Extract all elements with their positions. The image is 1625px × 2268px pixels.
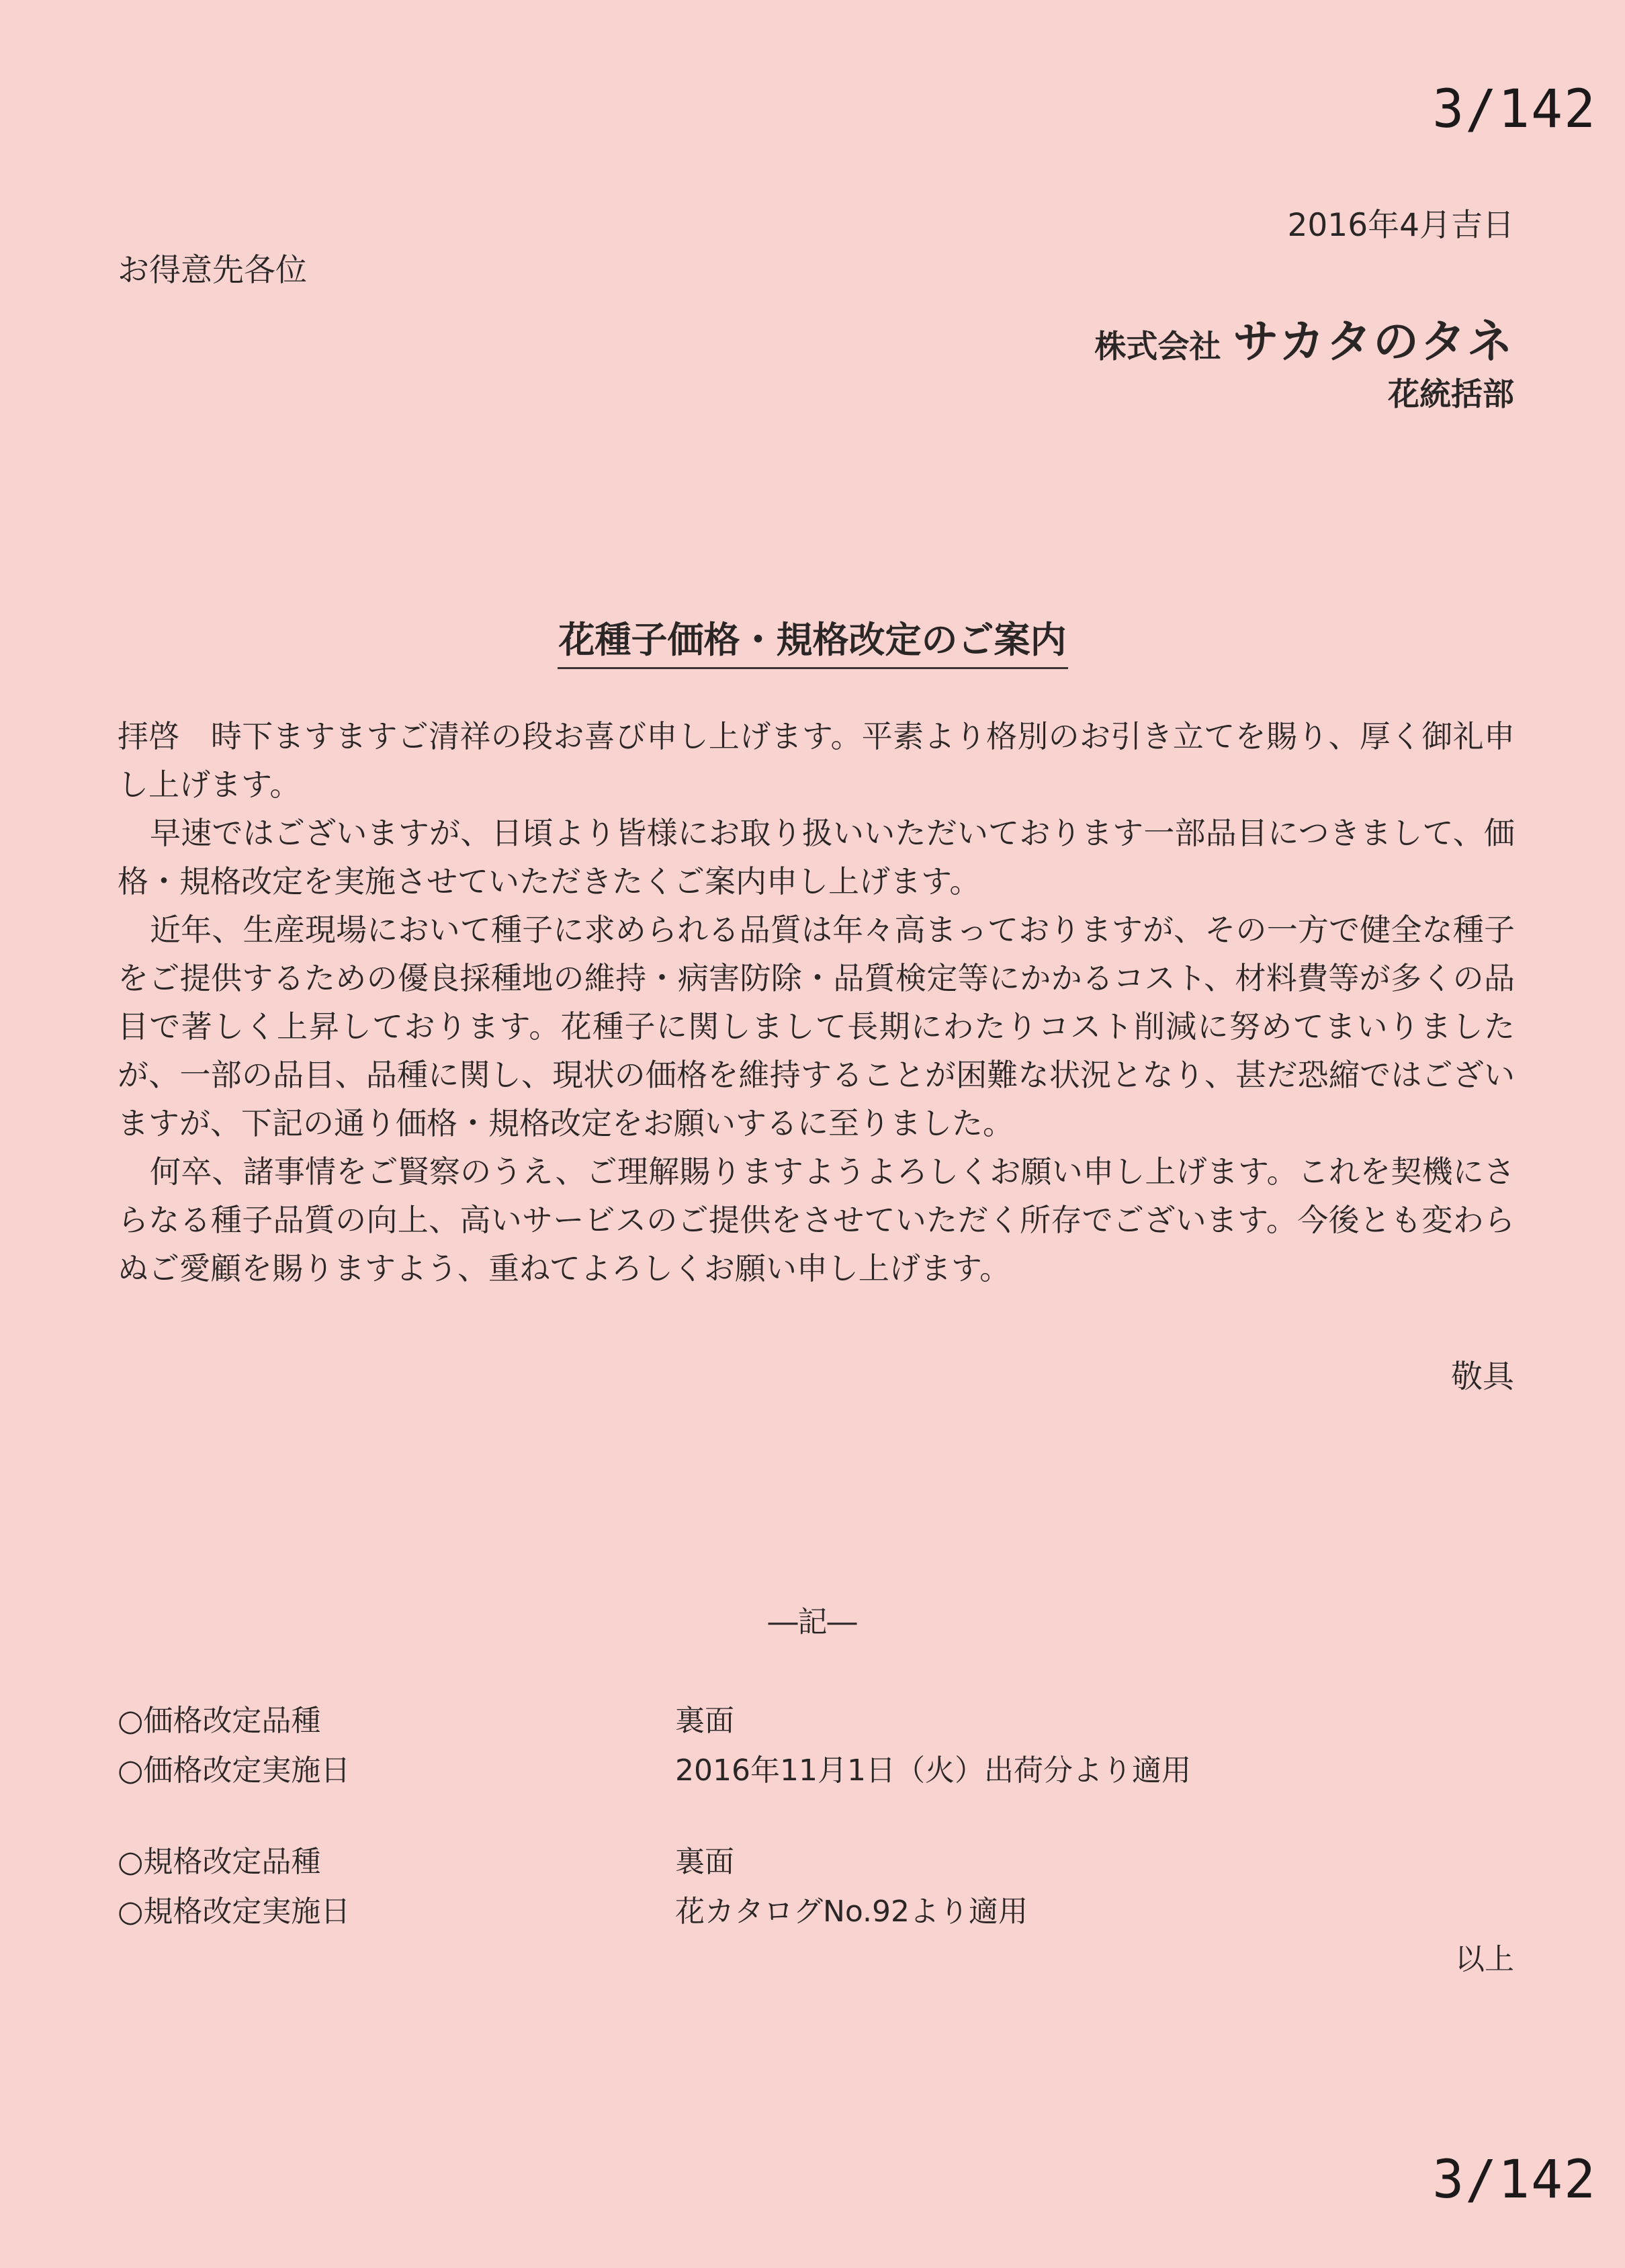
ki-heading: ―記―: [768, 1605, 857, 1639]
company-brand-logo: サカタのタネ: [1233, 316, 1514, 369]
letter-body: [118, 712, 1515, 1293]
paragraph: 近年、生産現場において種子に求められる品質は年々高まっておりますが、その一方で健全な種子をご提供するための優良採種地の維持・病害防除・品質検定等にかかるコスト、材料費等が多くの品目で著しく上昇しております。花種子に関しまして長期にわたりコスト削減に努めてまいりましたが、一部の品目、品種に関し、現状の価格を維持することが困難な状況となり、甚だ恐縮ではございますが、下記の通り価格・規格改定をお願いするに至りました。: [118, 912, 1515, 1141]
item-label: ○価格改定実施日: [118, 1753, 351, 1788]
detail-list: [118, 1693, 1394, 1933]
company-prefix: 株式会社: [1094, 329, 1221, 365]
item-label: ○規格改定品種: [118, 1845, 321, 1879]
closing-ijou: 以上: [1455, 1942, 1514, 1976]
list-item: [118, 1834, 1394, 1884]
paragraph: 早速ではございますが、日頃より皆様にお取り扱いいただいております一部品目につきまして、価格・規格改定を実施させていただきたくご案内申し上げます。: [118, 815, 1515, 900]
item-value: 花カタログNo.92より適用: [675, 1894, 1028, 1929]
item-value: 裏面: [675, 1704, 734, 1738]
paragraph: 拝啓 時下ますますご清祥の段お喜び申し上げます。平素より格別のお引き立てを賜り、厚く御礼申し上げます。: [118, 718, 1515, 803]
page-number-top: 3/142: [1432, 79, 1597, 140]
list-item: [118, 1743, 1394, 1792]
list-item: [118, 1884, 1394, 1933]
item-label: ○規格改定実施日: [118, 1894, 351, 1929]
closing-keigu: 敬具: [1451, 1358, 1514, 1395]
list-spacer: [118, 1792, 1394, 1834]
letter-title: [0, 611, 1625, 669]
item-value: 2016年11月1日（火）出荷分より適用: [675, 1753, 1191, 1788]
letter-title-text: 花種子価格・規格改定のご案内: [558, 611, 1068, 669]
list-item: [118, 1693, 1394, 1743]
sender-company: [1094, 306, 1514, 371]
item-value: 裏面: [675, 1845, 734, 1879]
item-label: ○価格改定品種: [118, 1704, 321, 1738]
sender-division: 花統括部: [1388, 376, 1514, 413]
paragraph: 何卒、諸事情をご賢察のうえ、ご理解賜りますようよろしくお願い申し上げます。これを契機にさらなる種子品質の向上、高いサービスのご提供をさせていただく所存でございます。今後とも変わらぬご愛顧を賜りますよう、重ねてよろしくお願い申し上げます。: [118, 1153, 1515, 1286]
recipient: お得意先各位: [118, 252, 307, 289]
letter-date: 2016年4月吉日: [1287, 207, 1514, 244]
page-number-bottom: 3/142: [1432, 2150, 1597, 2210]
